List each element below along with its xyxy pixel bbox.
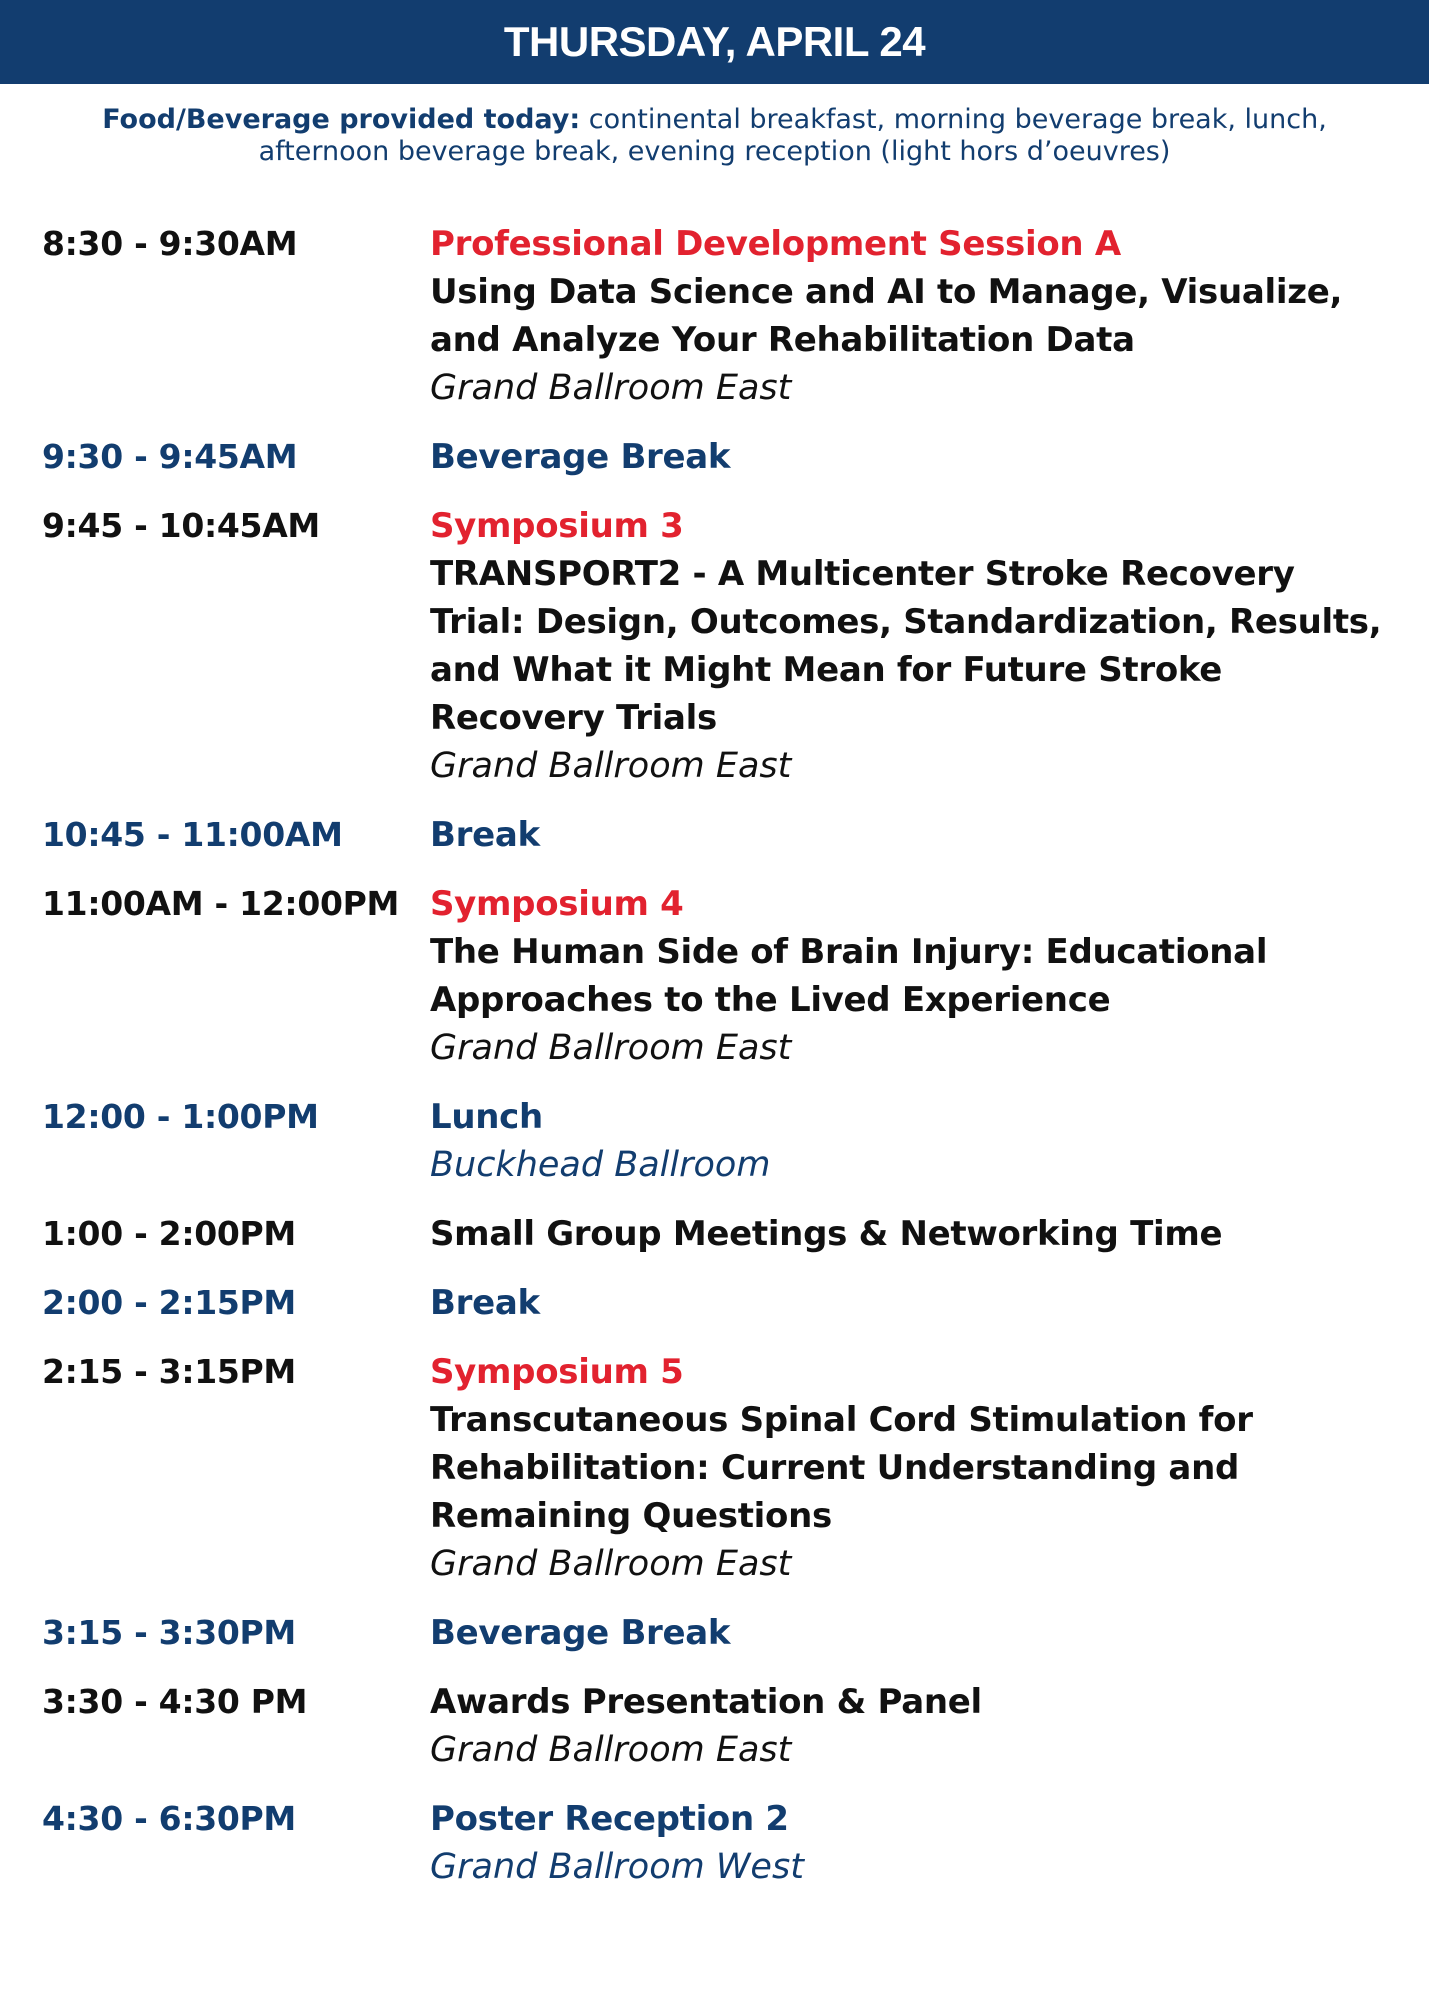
schedule-time: 10:45 - 11:00AM: [42, 815, 343, 854]
schedule-time: 3:15 - 3:30PM: [42, 1613, 296, 1652]
schedule-item: [42, 220, 1402, 412]
schedule-item: [42, 1093, 1402, 1189]
session-title: Transcutaneous Spinal Cord Stimulation for Rehabilitation: Current Understanding and Remaining Questions: [430, 1400, 1253, 1536]
schedule-item: [42, 1609, 1402, 1657]
schedule-time: 8:30 - 9:30AM: [42, 224, 298, 263]
schedule-item: [42, 502, 1402, 790]
page-title: THURSDAY, APRIL 24: [503, 18, 926, 65]
session-title: Break: [430, 815, 540, 855]
schedule-item: [42, 1678, 1402, 1774]
session-title: The Human Side of Brain Injury: Educational Approaches to the Lived Experience: [430, 932, 1268, 1020]
schedule-content: [430, 880, 1400, 1072]
session-title: Beverage Break: [430, 437, 731, 477]
schedule-content: [430, 1348, 1400, 1588]
schedule-time: 4:30 - 6:30PM: [42, 1799, 296, 1838]
session-title: Break: [430, 1283, 540, 1323]
header-bar: [0, 0, 1429, 84]
schedule-content: [430, 1795, 1400, 1891]
schedule-item: [42, 880, 1402, 1072]
session-location: Buckhead Ballroom: [430, 1145, 771, 1185]
session-location: Grand Ballroom East: [430, 1544, 792, 1584]
food-beverage-label: Food/Beverage provided today:: [102, 104, 581, 135]
schedule-item: [42, 811, 1402, 859]
schedule-time: 9:30 - 9:45AM: [42, 437, 298, 476]
schedule-time: 2:15 - 3:15PM: [42, 1352, 296, 1391]
session-title: Using Data Science and AI to Manage, Visualize, and Analyze Your Rehabilitation Data: [430, 272, 1343, 360]
schedule-content: [430, 502, 1400, 790]
schedule-item: [42, 433, 1402, 481]
schedule-time: 9:45 - 10:45AM: [42, 506, 320, 545]
schedule-content: [430, 811, 1400, 859]
schedule-item: [42, 1795, 1402, 1891]
session-label: Symposium 3: [430, 506, 684, 546]
schedule-time: 1:00 - 2:00PM: [42, 1214, 296, 1253]
session-label: Professional Development Session A: [430, 224, 1121, 264]
schedule-content: [430, 1279, 1400, 1327]
schedule-item: [42, 1210, 1402, 1258]
session-title: Lunch: [430, 1097, 543, 1137]
session-title: Small Group Meetings & Networking Time: [430, 1214, 1223, 1254]
session-label: Symposium 5: [430, 1352, 684, 1392]
schedule-content: [430, 1210, 1400, 1258]
schedule-content: [430, 220, 1400, 412]
schedule-time: 3:30 - 4:30 PM: [42, 1682, 308, 1721]
schedule-time: 2:00 - 2:15PM: [42, 1283, 296, 1322]
schedule-item: [42, 1348, 1402, 1588]
session-location: Grand Ballroom West: [430, 1847, 804, 1887]
schedule-time: 11:00AM - 12:00PM: [42, 884, 400, 923]
schedule-content: [430, 1093, 1400, 1189]
session-title: Poster Reception 2: [430, 1799, 789, 1839]
session-location: Grand Ballroom East: [430, 1028, 792, 1068]
schedule-item: [42, 1279, 1402, 1327]
food-beverage-text: continental breakfast, morning beverage break, lunch, afternoon beverage break, evening reception (light hors d’oeuvres): [258, 104, 1327, 167]
schedule-time: 12:00 - 1:00PM: [42, 1097, 319, 1136]
food-beverage-note: [40, 104, 1389, 168]
schedule-content: [430, 1678, 1400, 1774]
schedule-content: [430, 433, 1400, 481]
session-location: Grand Ballroom East: [430, 1730, 792, 1770]
session-label: Symposium 4: [430, 884, 684, 924]
session-title: TRANSPORT2 - A Multicenter Stroke Recovery Trial: Design, Outcomes, Standardization, Results, and What it Might Mean for Future Stroke Recovery Trials: [430, 554, 1382, 738]
schedule-content: [430, 1609, 1400, 1657]
session-location: Grand Ballroom East: [430, 368, 792, 408]
schedule-list: [42, 220, 1402, 1891]
session-location: Grand Ballroom East: [430, 746, 792, 786]
session-title: Awards Presentation & Panel: [430, 1682, 982, 1722]
session-title: Beverage Break: [430, 1613, 731, 1653]
